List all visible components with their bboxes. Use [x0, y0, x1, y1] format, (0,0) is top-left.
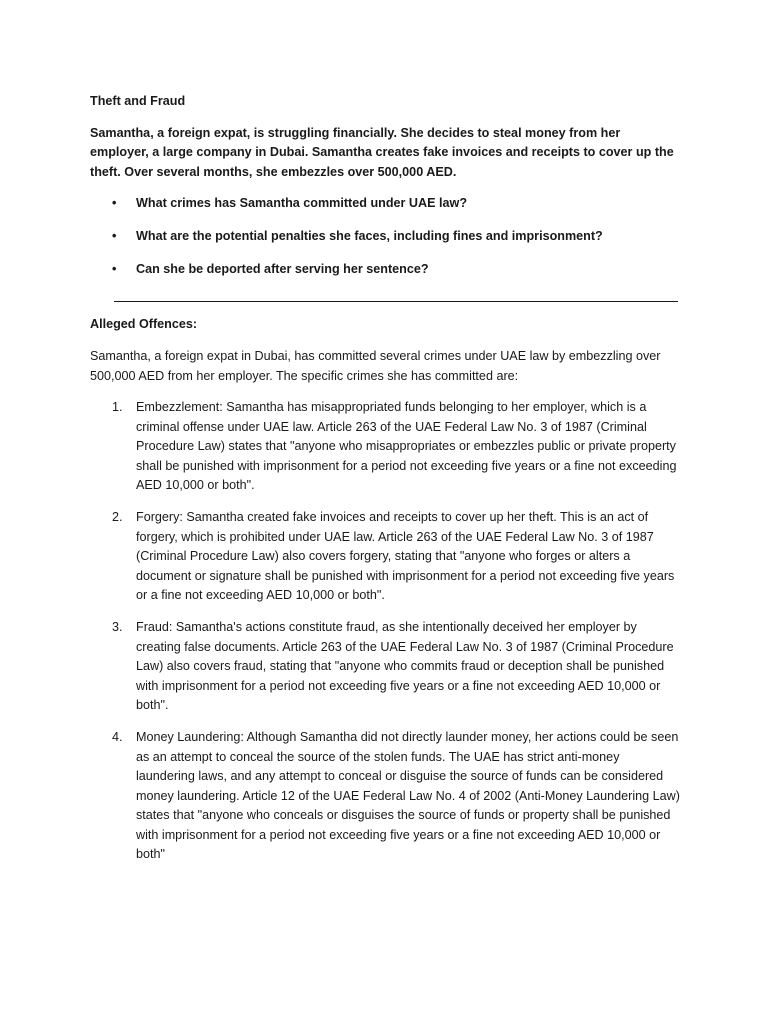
offence-list	[90, 398, 680, 865]
offence-number: 4.	[112, 730, 123, 744]
question-text: What crimes has Samantha committed under UAE law?	[136, 196, 468, 210]
offence-item	[90, 398, 680, 496]
question-item	[90, 227, 680, 247]
bullet-icon: •	[112, 196, 117, 210]
offence-number: 1.	[112, 400, 123, 414]
bullet-icon: •	[112, 229, 117, 243]
bullet-icon: •	[112, 262, 117, 276]
offence-number: 3.	[112, 620, 123, 634]
document-page	[90, 92, 680, 877]
offence-text: Money Laundering: Although Samantha did not directly launder money, her actions could be seen as an attempt to conceal the source of the stolen funds. The UAE has strict anti-money laundering laws, and any attempt to conceal or disguise the source of funds can be considered money laundering. Article 12 of the UAE Federal Law No. 4 of 2002 (Anti-Money Laundering Law) states that "anyone who conceals or disguises the source of funds or property shall be punished with imprisonment for a period not exceeding five years or a fine not exceeding AED 10,000 or both"	[136, 730, 680, 861]
question-item	[90, 260, 680, 280]
horizontal-divider	[114, 301, 678, 302]
question-text: Can she be deported after serving her sentence?	[136, 262, 429, 276]
offence-text: Fraud: Samantha's actions constitute fraud, as she intentionally deceived her employer by creating false documents. Article 263 of the UAE Federal Law No. 3 of 1987 (Criminal Procedure Law) also covers fraud, stating that "anyone who commits fraud or deception shall be punished with imprisonment for a period not exceeding five years or a fine not exceeding AED 10,000 or both".	[136, 620, 674, 712]
section-heading: Alleged Offences:	[90, 316, 198, 331]
scenario-intro: Samantha, a foreign expat, is struggling financially. She decides to steal money from her employer, a large company in Dubai. Samantha creates fake invoices and receipts to cover up the theft. Over several months, she embezzles over 500,000 AED.	[90, 125, 674, 179]
offence-number: 2.	[112, 510, 123, 524]
offence-item	[90, 728, 680, 865]
offence-text: Forgery: Samantha created fake invoices and receipts to cover up her theft. This is an act of forgery, which is prohibited under UAE law. Article 263 of the UAE Federal Law No. 3 of 1987 (Criminal Procedure Law) also covers forgery, stating that "anyone who forges or alters a document or signature shall be punished with imprisonment for a period not exceeding five years or a fine not exceeding AED 10,000 or both".	[136, 510, 675, 602]
document-title: Theft and Fraud	[90, 94, 186, 108]
question-text: What are the potential penalties she faces, including fines and imprisonment?	[136, 229, 603, 243]
section-intro: Samantha, a foreign expat in Dubai, has committed several crimes under UAE law by embezzling over 500,000 AED from her employer. The specific crimes she has committed are:	[90, 349, 661, 383]
offence-text: Embezzlement: Samantha has misappropriated funds belonging to her employer, which is a criminal offense under UAE law. Article 263 of the UAE Federal Law No. 3 of 1987 (Criminal Procedure Law) states that "anyone who misappropriates or embezzles public or private property shall be punished with imprisonment for a period not exceeding five years or a fine not exceeding AED 10,000 or both".	[136, 400, 677, 492]
offence-item	[90, 618, 680, 716]
question-item	[90, 194, 680, 214]
offence-item	[90, 508, 680, 606]
question-list	[90, 194, 680, 280]
